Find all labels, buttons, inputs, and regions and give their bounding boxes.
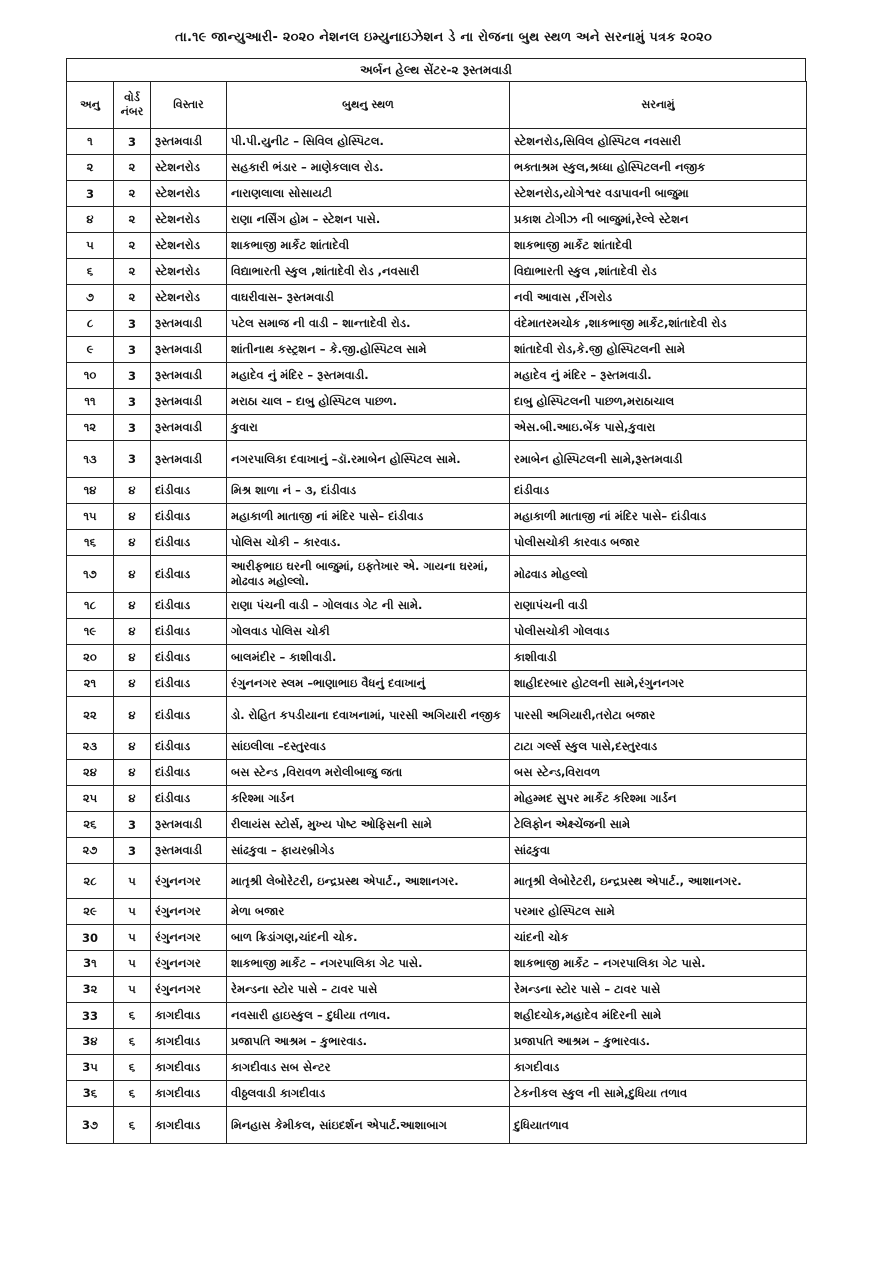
cell-ward: ૪ — [114, 530, 151, 556]
cell-booth: સાંઢકુવા – ફાયરબ્રીગેડ — [227, 838, 510, 864]
table-row — [67, 1003, 807, 1029]
col-header-sr: અનુ — [67, 82, 114, 129]
cell-ward: 3 — [114, 337, 151, 363]
cell-sr: ૨૨ — [67, 697, 114, 734]
cell-sr: ૨૧ — [67, 671, 114, 697]
table-row — [67, 645, 807, 671]
table-row — [67, 697, 807, 734]
cell-ward: ૫ — [114, 925, 151, 951]
cell-address: ચાંદની ચોક — [510, 925, 807, 951]
table-row — [67, 155, 807, 181]
cell-booth: પોલિસ ચોકી – કારવાડ. — [227, 530, 510, 556]
cell-address: કાગદીવાડ — [510, 1055, 807, 1081]
cell-booth: વાઘરીવાસ– રૂસ્તમવાડી — [227, 285, 510, 311]
cell-booth: રેમન્ડના સ્ટોર પાસે – ટાવર પાસે — [227, 977, 510, 1003]
cell-ward: 3 — [114, 838, 151, 864]
cell-area: રૂસ્તમવાડી — [151, 441, 227, 478]
cell-address: ટેકનીકલ સ્કુલ ની સામે,દુધિયા તળાવ — [510, 1081, 807, 1107]
cell-booth: મરાઠા ચાલ – દાબુ હોસ્પિટલ પાછળ. — [227, 389, 510, 415]
table-row — [67, 530, 807, 556]
table-header-row — [67, 82, 807, 129]
cell-address: ટાટા ગર્લ્સ સ્કુલ પાસે,દસ્તુરવાડ — [510, 734, 807, 760]
cell-address: પરમાર હોસ્પિટલ સામે — [510, 899, 807, 925]
cell-area: રંગુનનગર — [151, 899, 227, 925]
cell-booth: બાળ ક્રિડાંગણ,ચાંદની ચોક. — [227, 925, 510, 951]
cell-ward: ૪ — [114, 760, 151, 786]
cell-ward: ૪ — [114, 478, 151, 504]
cell-sr: 3૧ — [67, 951, 114, 977]
cell-area: કાગદીવાડ — [151, 1029, 227, 1055]
cell-area: દાંડીવાડ — [151, 671, 227, 697]
cell-sr: ૧૫ — [67, 504, 114, 530]
table-row — [67, 925, 807, 951]
table-row — [67, 478, 807, 504]
cell-ward: ૪ — [114, 671, 151, 697]
cell-booth: મહાદેવ નું મંદિર – રૂસ્તમવાડી. — [227, 363, 510, 389]
cell-sr: ૧૯ — [67, 619, 114, 645]
cell-booth: નગરપાલિકા દવાખાનું –ડૉ.રમાબેન હોસ્પિટલ સામે. — [227, 441, 510, 478]
col-header-booth: બુથનુ સ્થળ — [227, 82, 510, 129]
table-row — [67, 593, 807, 619]
table-row — [67, 233, 807, 259]
cell-area: સ્ટેશનરોડ — [151, 207, 227, 233]
cell-sr: ૬ — [67, 259, 114, 285]
cell-booth: માતૃશ્રી લેબોરેટરી, ઇન્દ્રપ્રસ્થ એપાર્ટ., આશાનગર. — [227, 864, 510, 899]
cell-area: દાંડીવાડ — [151, 478, 227, 504]
cell-booth: કુવારા — [227, 415, 510, 441]
cell-sr: ૪ — [67, 207, 114, 233]
cell-booth: વિદ્યાભારતી સ્કુલ ,શાંતાદેવી રોડ ,નવસારી — [227, 259, 510, 285]
cell-area: દાંડીવાડ — [151, 530, 227, 556]
cell-booth: સાંઇલીલા –દસ્તુરવાડ — [227, 734, 510, 760]
cell-ward: ૬ — [114, 1029, 151, 1055]
cell-booth: કાગદીવાડ સબ સેન્ટર — [227, 1055, 510, 1081]
cell-booth: રંગુનનગર સ્લમ –ભાણાભાઇ વૈધનું દવાખાનું — [227, 671, 510, 697]
cell-address: મહાદેવ નું મંદિર – રૂસ્તમવાડી. — [510, 363, 807, 389]
cell-ward: 3 — [114, 129, 151, 155]
cell-area: સ્ટેશનરોડ — [151, 233, 227, 259]
cell-sr: ૨૯ — [67, 899, 114, 925]
booth-table — [66, 81, 807, 1144]
cell-area: રંગુનનગર — [151, 977, 227, 1003]
cell-address: રમાબેન હોસ્પિટલની સામે,રૂસ્તમવાડી — [510, 441, 807, 478]
cell-address: નવી આવાસ ,રીંગરોડ — [510, 285, 807, 311]
table-row — [67, 389, 807, 415]
cell-ward: ૨ — [114, 285, 151, 311]
cell-area: દાંડીવાડ — [151, 593, 227, 619]
cell-sr: ૯ — [67, 337, 114, 363]
cell-area: રૂસ્તમવાડી — [151, 838, 227, 864]
cell-ward: ૫ — [114, 977, 151, 1003]
cell-booth: રાણા પંચની વાડી – ગોલવાડ ગેટ ની સામે. — [227, 593, 510, 619]
cell-sr: ૧૩ — [67, 441, 114, 478]
cell-sr: ૭ — [67, 285, 114, 311]
cell-ward: ૪ — [114, 697, 151, 734]
cell-sr: 3૫ — [67, 1055, 114, 1081]
cell-sr: ૨ — [67, 155, 114, 181]
health-center-title: અર્બન હેલ્થ સેંટર-૨ રૂસ્તમવાડી — [66, 58, 806, 81]
table-row — [67, 1055, 807, 1081]
table-row — [67, 977, 807, 1003]
cell-sr: 3૪ — [67, 1029, 114, 1055]
cell-sr: ૨૭ — [67, 838, 114, 864]
cell-ward: 3 — [114, 415, 151, 441]
cell-area: દાંડીવાડ — [151, 697, 227, 734]
col-header-area: વિસ્તાર — [151, 82, 227, 129]
cell-area: દાંડીવાડ — [151, 645, 227, 671]
cell-ward: ૫ — [114, 951, 151, 977]
cell-address: કાશીવાડી — [510, 645, 807, 671]
table-row — [67, 899, 807, 925]
cell-address: સ્ટેશનરોડ,સિવિલ હોસ્પિટલ નવસારી — [510, 129, 807, 155]
booth-table-body — [67, 129, 807, 1144]
table-row — [67, 951, 807, 977]
cell-booth: બાલમંદીર – કાશીવાડી. — [227, 645, 510, 671]
cell-sr: 3૬ — [67, 1081, 114, 1107]
cell-booth: મિશ્ર શાળા નં – ૩, દાંડીવાડ — [227, 478, 510, 504]
table-row — [67, 786, 807, 812]
cell-booth: શાકભાજી માર્કેટ શાંતાદેવી — [227, 233, 510, 259]
table-row — [67, 864, 807, 899]
cell-ward: ૨ — [114, 233, 151, 259]
cell-sr: ૧૧ — [67, 389, 114, 415]
cell-sr: 30 — [67, 925, 114, 951]
cell-ward: ૬ — [114, 1055, 151, 1081]
cell-booth: નવસારી હાઇસ્કુલ – દુધીયા તળાવ. — [227, 1003, 510, 1029]
cell-address: એસ.બી.આઇ.બેંક પાસે,કુવારા — [510, 415, 807, 441]
col-header-ward: વોર્ડ નંબર — [114, 82, 151, 129]
cell-booth: રીલાયંસ સ્ટોર્સ, મુખ્ય પોષ્ટ ઓફિસની સામે — [227, 812, 510, 838]
table-row — [67, 363, 807, 389]
cell-ward: 3 — [114, 363, 151, 389]
cell-booth: શાકભાજી માર્કેટ – નગરપાલિકા ગેટ પાસે. — [227, 951, 510, 977]
cell-address: સ્ટેશનરોડ,યોગેશ્વર વડાપાવની બાજુમા — [510, 181, 807, 207]
cell-booth: વીઠ્ઠલવાડી કાગદીવાડ — [227, 1081, 510, 1107]
cell-ward: ૬ — [114, 1081, 151, 1107]
cell-address: બસ સ્ટેન્ડ,વિરાવળ — [510, 760, 807, 786]
cell-booth: ડો. રોહિત કપડીયાના દવાખનામાં, પારસી અગિયારી નજીક — [227, 697, 510, 734]
cell-sr: ૧૬ — [67, 530, 114, 556]
cell-area: રૂસ્તમવાડી — [151, 129, 227, 155]
cell-ward: ૨ — [114, 259, 151, 285]
cell-booth: મહાકાળી માતાજી નાં મંદિર પાસે– દાંડીવાડ — [227, 504, 510, 530]
cell-sr: 33 — [67, 1003, 114, 1029]
cell-ward: 3 — [114, 812, 151, 838]
cell-area: સ્ટેશનરોડ — [151, 259, 227, 285]
cell-area: રૂસ્તમવાડી — [151, 389, 227, 415]
table-row — [67, 671, 807, 697]
cell-booth: કરિશ્મા ગાર્ડન — [227, 786, 510, 812]
cell-ward: ૬ — [114, 1107, 151, 1144]
cell-sr: ૫ — [67, 233, 114, 259]
cell-address: દુધિયાતળાવ — [510, 1107, 807, 1144]
table-row — [67, 259, 807, 285]
cell-booth: બસ સ્ટેન્ડ ,વિરાવળ મરોલીબાજુ જતા — [227, 760, 510, 786]
table-row — [67, 838, 807, 864]
cell-address: પોલીસચોકી ગોલવાડ — [510, 619, 807, 645]
cell-area: કાગદીવાડ — [151, 1055, 227, 1081]
cell-area: રંગુનનગર — [151, 864, 227, 899]
cell-sr: ૨૬ — [67, 812, 114, 838]
cell-booth: મેળા બજાર — [227, 899, 510, 925]
cell-ward: 3 — [114, 389, 151, 415]
cell-ward: ૪ — [114, 645, 151, 671]
cell-area: દાંડીવાડ — [151, 786, 227, 812]
cell-sr: ૨૪ — [67, 760, 114, 786]
cell-sr: ૧૪ — [67, 478, 114, 504]
cell-area: રંગુનનગર — [151, 951, 227, 977]
cell-address: માતૃશ્રી લેબોરેટરી, ઇન્દ્રપ્રસ્થ એપાર્ટ., આશાનગર. — [510, 864, 807, 899]
cell-booth: મિનહાસ કેમીકલ, સાંઇદર્શન એપાર્ટ.આશાબાગ — [227, 1107, 510, 1144]
cell-sr: ૧૭ — [67, 556, 114, 593]
table-row — [67, 285, 807, 311]
cell-address: શાહીદરબાર હોટલની સામે,રંગુનનગર — [510, 671, 807, 697]
cell-booth: સહકારી ભંડાર – માણેકલાલ રોડ. — [227, 155, 510, 181]
cell-address: પ્રકાશ ટોગીઝ ની બાજુમાં,રેલ્વે સ્ટેશન — [510, 207, 807, 233]
cell-address: શાંતાદેવી રોડ,કે.જી હોસ્પિટલની સામે — [510, 337, 807, 363]
cell-sr: ૧૦ — [67, 363, 114, 389]
table-row — [67, 1081, 807, 1107]
cell-address: દાબુ હોસ્પિટલની પાછળ,મરાઠાચાલ — [510, 389, 807, 415]
table-row — [67, 734, 807, 760]
cell-booth: પ્રજાપતિ આશ્રમ – કુભારવાડ. — [227, 1029, 510, 1055]
cell-ward: ૪ — [114, 734, 151, 760]
cell-area: રૂસ્તમવાડી — [151, 363, 227, 389]
cell-address: પારસી અગિયારી,તરોટા બજાર — [510, 697, 807, 734]
table-row — [67, 337, 807, 363]
table-row — [67, 619, 807, 645]
table-row — [67, 760, 807, 786]
cell-booth: પી.પી.યુનીટ – સિવિલ હોસ્પિટલ. — [227, 129, 510, 155]
cell-area: સ્ટેશનરોડ — [151, 285, 227, 311]
cell-ward: ૫ — [114, 864, 151, 899]
cell-address: રાણાપંચની વાડી — [510, 593, 807, 619]
cell-area: દાંડીવાડ — [151, 504, 227, 530]
cell-address: શાકભાજી માર્કેટ શાંતાદેવી — [510, 233, 807, 259]
cell-area: કાગદીવાડ — [151, 1081, 227, 1107]
cell-address: મોહમ્મદ સુપર માર્કેટ કરિશ્મા ગાર્ડન — [510, 786, 807, 812]
cell-ward: ૫ — [114, 899, 151, 925]
cell-ward: ૨ — [114, 207, 151, 233]
cell-sr: 3૭ — [67, 1107, 114, 1144]
cell-sr: ૧૨ — [67, 415, 114, 441]
cell-address: મોઢવાડ મોહલ્લો — [510, 556, 807, 593]
cell-sr: 3 — [67, 181, 114, 207]
cell-address: સાંઢકુવા — [510, 838, 807, 864]
cell-booth: ગોલવાડ પોલિસ ચોકી — [227, 619, 510, 645]
table-row — [67, 1107, 807, 1144]
cell-ward: ૬ — [114, 1003, 151, 1029]
cell-area: સ્ટેશનરોડ — [151, 181, 227, 207]
cell-area: દાંડીવાડ — [151, 556, 227, 593]
cell-address: પોલીસચોકી કારવાડ બજાર — [510, 530, 807, 556]
cell-booth: રાણા નર્સિંગ હોમ – સ્ટેશન પાસે. — [227, 207, 510, 233]
cell-ward: ૪ — [114, 556, 151, 593]
cell-address: રેમન્ડના સ્ટોર પાસે – ટાવર પાસે — [510, 977, 807, 1003]
cell-ward: ૪ — [114, 786, 151, 812]
cell-address: વંદેમાતરમચોક ,શાકભાજી માર્કેટ,શાંતાદેવી રોડ — [510, 311, 807, 337]
cell-address: ટેલિફોન એક્ષ્ચેંજની સામે — [510, 812, 807, 838]
cell-sr: ૨૫ — [67, 786, 114, 812]
cell-booth: નારાણલાલા સોસાયટી — [227, 181, 510, 207]
cell-area: કાગદીવાડ — [151, 1107, 227, 1144]
table-row — [67, 812, 807, 838]
cell-sr: ૨૩ — [67, 734, 114, 760]
table-row — [67, 556, 807, 593]
cell-booth: શાંતીનાથ કસ્ટ્રશન – કે.જી.હોસ્પિટલ સામે — [227, 337, 510, 363]
cell-sr: ૧૮ — [67, 593, 114, 619]
cell-ward: ૪ — [114, 593, 151, 619]
cell-address: મહાકાળી માતાજી નાં મંદિર પાસે– દાંડીવાડ — [510, 504, 807, 530]
table-row — [67, 1029, 807, 1055]
cell-ward: ૪ — [114, 619, 151, 645]
cell-sr: ૧ — [67, 129, 114, 155]
cell-ward: ૪ — [114, 504, 151, 530]
cell-ward: ૨ — [114, 181, 151, 207]
cell-address: વિદ્યાભારતી સ્કુલ ,શાંતાદેવી રોડ — [510, 259, 807, 285]
booth-list-sheet — [66, 58, 806, 1144]
cell-sr: ૨૦ — [67, 645, 114, 671]
cell-area: દાંડીવાડ — [151, 760, 227, 786]
table-row — [67, 441, 807, 478]
col-header-address: સરનામું — [510, 82, 807, 129]
cell-address: ભક્તાશ્રમ સ્કુલ,શ્રધ્ધા હોસ્પિટલની નજીક — [510, 155, 807, 181]
table-row — [67, 207, 807, 233]
cell-area: દાંડીવાડ — [151, 734, 227, 760]
cell-area: રૂસ્તમવાડી — [151, 337, 227, 363]
cell-sr: ૮ — [67, 311, 114, 337]
cell-address: શહીદચોક,મહાદેવ મંદિરની સામે — [510, 1003, 807, 1029]
cell-area: રૂસ્તમવાડી — [151, 812, 227, 838]
table-row — [67, 504, 807, 530]
cell-ward: ૨ — [114, 155, 151, 181]
cell-address: દાંડીવાડ — [510, 478, 807, 504]
cell-ward: 3 — [114, 311, 151, 337]
table-row — [67, 311, 807, 337]
cell-area: રંગુનનગર — [151, 925, 227, 951]
cell-area: રૂસ્તમવાડી — [151, 415, 227, 441]
cell-booth: આરીફભાઇ ઘરની બાજુમાં, ઇફ્તેખાર એ. ગાયના ઘરમાં, મોઢવાડ મહોલ્લો. — [227, 556, 510, 593]
table-row — [67, 181, 807, 207]
table-row — [67, 129, 807, 155]
cell-area: કાગદીવાડ — [151, 1003, 227, 1029]
cell-ward: 3 — [114, 441, 151, 478]
cell-area: સ્ટેશનરોડ — [151, 155, 227, 181]
cell-address: શાકભાજી માર્કેટ – નગરપાલિકા ગેટ પાસે. — [510, 951, 807, 977]
cell-sr: ૨૮ — [67, 864, 114, 899]
cell-area: રૂસ્તમવાડી — [151, 311, 227, 337]
cell-booth: પટેલ સમાજ ની વાડી – શાન્તાદેવી રોડ. — [227, 311, 510, 337]
table-row — [67, 415, 807, 441]
cell-address: પ્રજાપતિ આશ્રમ – કુભારવાડ. — [510, 1029, 807, 1055]
document-title: તા.૧૯ જાન્યુઆરી- ૨૦૨૦ નેશનલ ઇમ્યુનાઇઝેશન ડે ના રોજના બુથ સ્થળ અને સરનામું પત્રક ૨૦૨૦ — [174, 30, 713, 45]
cell-area: દાંડીવાડ — [151, 619, 227, 645]
cell-sr: 3૨ — [67, 977, 114, 1003]
